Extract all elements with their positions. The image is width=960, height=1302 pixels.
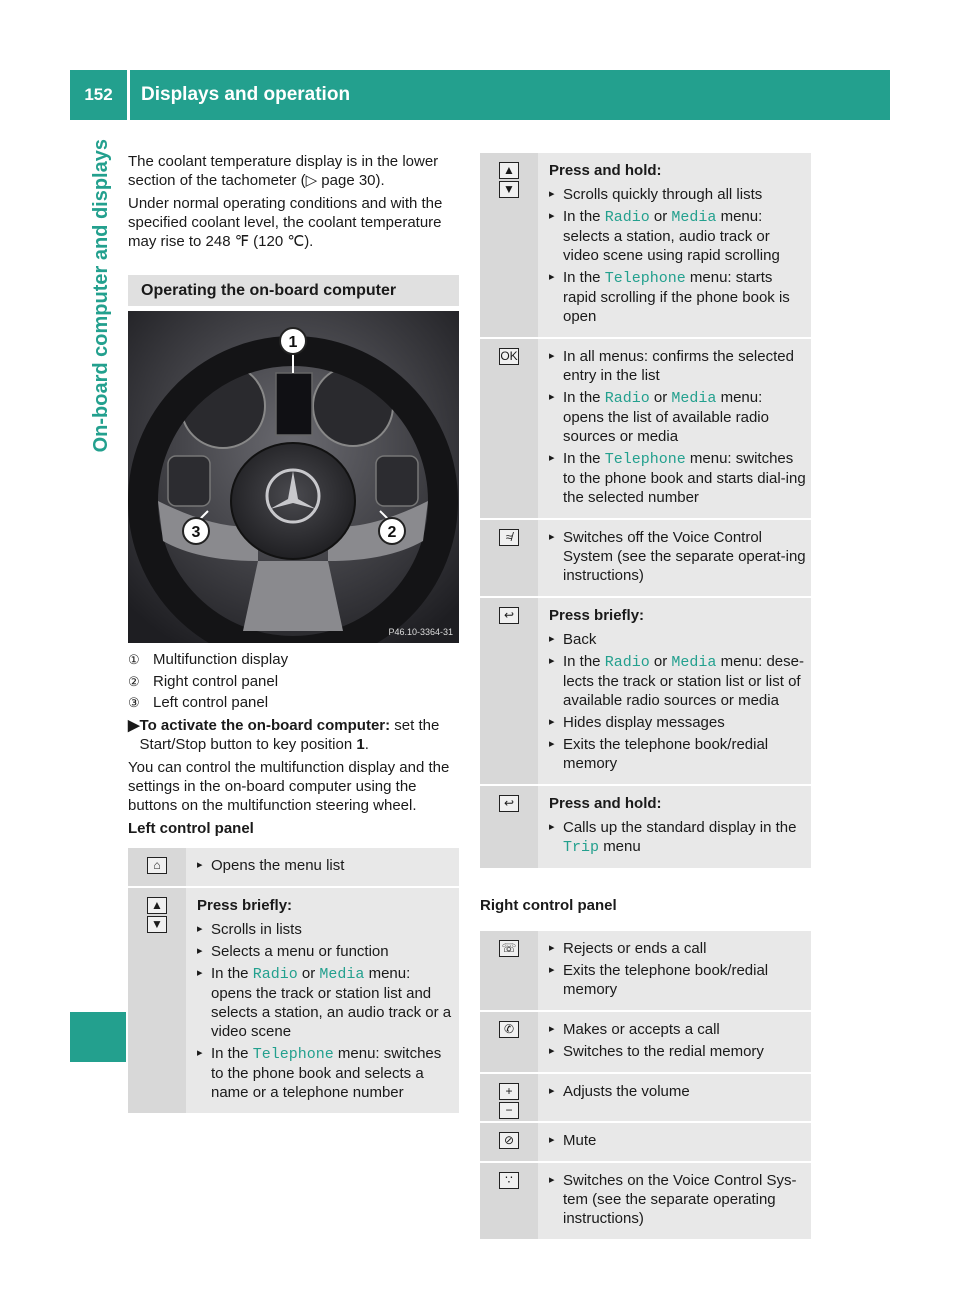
callout-3-label: 3: [191, 524, 201, 541]
table-row: [480, 519, 811, 597]
table-desc-cell: [538, 1162, 811, 1240]
figure-reference-code: P46.10-3364-31: [388, 627, 453, 637]
step-arrow-icon: ▶: [128, 716, 140, 734]
steering-wheel-illustration: [128, 311, 459, 643]
table-key-cell: [480, 338, 538, 519]
table-row: [480, 1073, 811, 1122]
caption-text: Right control panel: [153, 672, 279, 690]
caption-item: [128, 649, 459, 671]
list-item: ▸ In the Telephone menu: switches to the phone book and starts dial-ing the selected number: [549, 449, 807, 507]
table-key-cell: [480, 597, 538, 785]
table-desc-cell: [538, 153, 811, 338]
figure-captions: [128, 649, 459, 714]
mute-icon: ⊘: [499, 1132, 519, 1149]
home-icon: ⌂: [147, 857, 167, 874]
table-desc-cell: [538, 597, 811, 785]
callout-2-label: 2: [387, 524, 397, 541]
table-desc-cell: [538, 931, 811, 1011]
back-icon: ↩: [499, 607, 519, 624]
table-key-cell: [480, 519, 538, 597]
caption-number: ①: [128, 652, 140, 668]
list-item: ▸ In the Radio or Media menu: opens the track or station list and selects a station, an audio track or a video scene: [197, 964, 455, 1041]
table-desc-cell: [538, 519, 811, 597]
list-item: ▸ In the Radio or Media menu: selects a station, audio track or video scene using rapid scrolling: [549, 207, 807, 265]
right-control-table: [480, 931, 811, 1241]
list-item: ▸ Back: [549, 630, 807, 649]
instruction-text: To activate the on-board computer: set the Start/Stop button to key position 1.: [139, 716, 440, 753]
callout-3-icon: [183, 518, 209, 544]
table-key-cell: [480, 1011, 538, 1073]
list-item: ▸ Scrolls in lists: [197, 920, 455, 939]
caption-item: [128, 692, 459, 714]
accept-call-icon: ✆: [499, 1021, 519, 1038]
ok-icon: OK: [500, 349, 518, 363]
page-number: 152: [84, 85, 113, 104]
table-key-cell: [128, 887, 186, 1114]
list-item: ▸ Opens the menu list: [197, 856, 455, 875]
table-row: [480, 1011, 811, 1073]
table-row-title: Press and hold:: [549, 795, 662, 812]
scroll-up-icon: ▲: [147, 897, 167, 914]
caption-item: [128, 671, 459, 693]
table-row: [480, 1122, 811, 1162]
table-row: [480, 785, 811, 869]
table-row: [480, 153, 811, 338]
voice-control-off-icon: ≉: [499, 529, 519, 546]
table-desc-cell: [538, 1122, 811, 1162]
side-chapter-label: [86, 139, 116, 629]
caption-text: Multifunction display: [153, 651, 289, 669]
end-call-icon: ☏: [499, 940, 519, 957]
header-divider: [127, 70, 130, 120]
list-item: ▸ Selects a menu or function: [197, 942, 455, 961]
callout-1-icon: [280, 328, 306, 354]
voice-control-on-icon: ∵: [499, 1172, 519, 1189]
table-key-cell: [480, 1122, 538, 1162]
caption-text: Left control panel: [153, 694, 269, 712]
table-row-title: Press and hold:: [549, 162, 662, 179]
list-item: ▸ In the Radio or Media menu: opens the list of available radio sources or media: [549, 388, 807, 446]
list-item: ▸ Scrolls quickly through all lists: [549, 185, 807, 204]
table-key-cell: [480, 1162, 538, 1240]
list-item: ▸ Switches to the redial memory: [549, 1042, 807, 1061]
table-desc-cell: [538, 1011, 811, 1073]
list-item: ▸ Calls up the standard display in the Trip menu: [549, 818, 807, 857]
left-column: [128, 152, 459, 1115]
scroll-down-icon: ▼: [499, 181, 519, 198]
table-key-cell: [128, 848, 186, 887]
table-desc-cell: [538, 1073, 811, 1122]
list-item: ▸ In all menus: confirms the selected entry in the list: [549, 347, 807, 385]
table-row: [480, 597, 811, 785]
scroll-up-icon: ▲: [499, 162, 519, 179]
list-item: ▸ Switches on the Voice Control Sys-tem (see the separate operating instructions): [549, 1171, 807, 1228]
intro-paragraph-1: The coolant temperature display is in the lower section of the tachometer (▷ page 30).: [128, 153, 439, 189]
table-row-title: Press briefly:: [549, 607, 645, 624]
right-column: [480, 153, 811, 1241]
intro-paragraph-2: Under normal operating conditions and with the specified coolant level, the coolant temperature may rise to 248 ℉ (120 ℃).: [128, 195, 443, 250]
list-item: ▸ Exits the telephone book/redial memory: [549, 735, 807, 773]
list-item: ▸ Hides display messages: [549, 713, 807, 732]
list-item: ▸ Rejects or ends a call: [549, 939, 807, 958]
callout-1-label: 1: [288, 334, 298, 351]
list-item: ▸ In the Telephone menu: switches to the phone book and selects a name or a telephone number: [197, 1044, 455, 1102]
callout-2-icon: [379, 518, 405, 544]
table-key-cell: [480, 1073, 538, 1122]
left-control-table: [128, 848, 459, 1115]
table-row: [128, 848, 459, 887]
side-chapter-marker: [70, 1012, 126, 1062]
table-row-title: Press briefly:: [197, 896, 293, 914]
section-heading: Operating the on-board computer: [128, 275, 459, 306]
list-item: ▸ Adjusts the volume: [549, 1082, 807, 1101]
page-title: Displays and operation: [141, 84, 351, 105]
table-row: [128, 887, 459, 1114]
list-item: ▸ In the Radio or Media menu: dese-lects the track or station list or list of available radio sources or media: [549, 652, 807, 710]
left-control-table-continued: [480, 153, 811, 870]
left-panel-heading: Left control panel: [128, 819, 254, 837]
caption-number: ②: [128, 673, 140, 689]
control-paragraph: You can control the multifunction display and the settings in the on-board computer using the buttons on the multifunction steering wheel.: [128, 758, 450, 814]
volume-down-icon: −: [499, 1102, 519, 1119]
table-row: [480, 931, 811, 1011]
list-item: ▸ Switches off the Voice Control System (see the separate operat-ing instructions): [549, 528, 807, 585]
instruction-step: [128, 716, 459, 754]
list-item: ▸ Makes or accepts a call: [549, 1020, 807, 1039]
table-desc-cell: [186, 887, 459, 1114]
caption-number: ③: [128, 695, 140, 711]
steering-wheel-figure: [128, 311, 459, 643]
volume-up-icon: +: [499, 1083, 519, 1100]
table-key-cell: [480, 153, 538, 338]
table-key-cell: [480, 785, 538, 869]
back-icon: ↩: [499, 795, 519, 812]
table-row: [480, 1162, 811, 1240]
scroll-down-icon: ▼: [147, 916, 167, 933]
page-header: [70, 70, 890, 120]
list-item: ▸ In the Telephone menu: starts rapid scrolling if the phone book is open: [549, 268, 807, 326]
table-desc-cell: [538, 785, 811, 869]
table-desc-cell: [538, 338, 811, 519]
list-item: ▸ Exits the telephone book/redial memory: [549, 961, 807, 999]
table-desc-cell: [186, 848, 459, 887]
right-panel-heading: Right control panel: [480, 897, 617, 914]
side-chapter-text: On-board computer and displays: [90, 139, 112, 453]
table-key-cell: [480, 931, 538, 1011]
list-item: ▸ Mute: [549, 1131, 807, 1150]
table-row: [480, 338, 811, 519]
